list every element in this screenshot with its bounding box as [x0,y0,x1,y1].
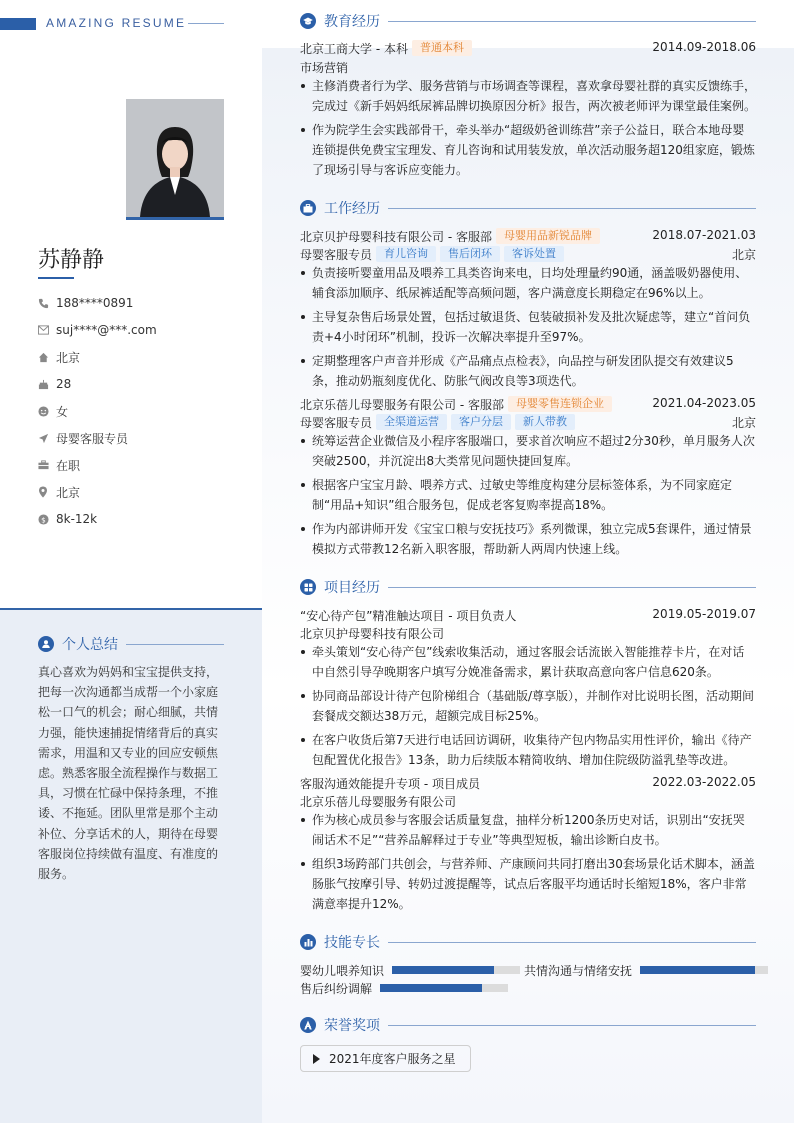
briefcase-icon [300,200,316,216]
job-skill-tag: 客诉处置 [504,246,564,262]
skill-name: 共情沟通与情绪安抚 [524,963,633,978]
info-salary [38,510,238,528]
education-header [300,11,756,31]
skills-header [300,932,756,952]
job-bullet: 统筹运营企业微信及小程序客服端口，要求首次响应不超过2分30秒，单月服务人次突破2500，并沉淀出8大类常见问题快捷回复库。 [300,431,756,471]
send-icon [38,433,56,444]
phone-icon [38,298,56,309]
job-bullet: 负责接听婴童用品及喂养工具类咨询来电，日均处理量约90通，涵盖吸奶器使用、辅食添加顺序、纸尿裤适配等高频问题，客户满意度长期稳定在96%以上。 [300,263,756,303]
skill-bar-fill [380,984,482,992]
project-org-row [300,793,756,810]
work-title: 工作经历 [324,201,380,217]
job-skill-tag: 售后闭环 [440,246,500,262]
project-org: 北京乐蓓儿母婴服务有限公司 [300,795,457,809]
summary-header [38,634,224,654]
project-org: 北京贝护母婴科技有限公司 [300,627,445,641]
info-gender [38,402,238,420]
job-company-row [300,396,756,413]
job-role-row [300,414,756,431]
summary-title: 个人总结 [62,637,118,653]
education-title: 教育经历 [324,14,380,30]
skill-name: 售后纠纷调解 [300,981,373,996]
education-title-line [388,21,756,22]
education-bullet: 主修消费者行为学、服务营销与市场调查等课程，喜欢拿母婴社群的真实反馈练手，完成过《新手妈妈纸尿裤品牌切换原因分析》报告，两次被老师评为课堂最佳案例。 [300,76,756,116]
info-target-city-text: 北京 [56,485,81,500]
info-target-city [38,483,238,501]
job-company-tag: 母婴用品新锐品牌 [496,228,600,244]
job-company-row [300,228,756,245]
job-bullet: 定期整理客户声音并形成《产品痛点点检表》，向品控与研发团队提交有效建议5条，推动奶瓶刻度优化、防胀气阀改良等3项迭代。 [300,351,756,391]
left-column [0,0,262,1123]
brand-line [188,23,224,24]
honor-text: 2021年度客户服务之星 [329,1052,456,1066]
project-date: 2022.03-2022.05 [652,775,756,789]
honors-title: 荣誉奖项 [324,1018,380,1034]
job-company: 北京乐蓓儿母婴服务有限公司 - 客服部 [300,398,504,412]
education-date: 2014.09-2018.06 [652,40,756,54]
cake-icon [38,379,56,390]
job-city: 北京 [731,248,756,262]
skill-bar [380,984,508,992]
job-skill-tag: 全渠道运营 [376,414,447,430]
education-school-row [300,40,756,57]
info-location [38,348,238,366]
skill-item [300,962,520,978]
brand-header [0,16,240,32]
grid-icon [300,579,316,595]
info-status [38,456,238,474]
project-bullet: 组织3场跨部门共创会，与营养师、产康顾问共同打磨出30套场景化话术脚本，涵盖肠胀气按摩引导、转奶过渡提醒等，试点后客服平均通话时长缩短18%，客户非常满意率提升12%。 [300,854,756,914]
info-salary-text: 8k-12k [56,512,98,526]
skill-bar [640,966,768,974]
education-bullet: 作为院学生会实践部骨干，牵头举办“超级奶爸训练营”亲子公益日，联合本地母婴连锁提供免费宝宝理发、育儿咨询和试用装发放，单次活动服务超120组家庭，锻炼了现场引导与客诉应变能力。 [300,120,756,180]
job-city: 北京 [731,416,756,430]
skill-name: 婴幼儿喂养知识 [300,963,385,978]
award-icon [300,1017,316,1033]
info-age [38,375,238,393]
info-gender-text: 女 [56,404,69,419]
honors-header [300,1015,756,1035]
home-icon [38,352,56,363]
user-icon [38,636,54,652]
info-position-text: 母婴客服专员 [56,431,129,446]
mail-icon [38,325,56,335]
money-icon [38,514,56,525]
skill-item [524,962,768,978]
honors-title-line [388,1025,756,1026]
project-bullet: 作为核心成员参与客服会话质量复盘，抽样分析1200条历史对话，识别出“安抚哭闹话术不足”“营养品解释过于专业”等典型短板，输出诊断白皮书。 [300,810,756,850]
project-bullet: 牵头策划“安心待产包”线索收集活动，通过客服会话流嵌入智能推荐卡片，在对话中自然引导孕晚期客户填写分娩准备需求，累计获取高意向客户信息620条。 [300,642,756,682]
skill-bar-fill [392,966,494,974]
job-company-tag: 母婴零售连锁企业 [508,396,612,412]
job-bullet: 根据客户宝宝月龄、喂养方式、过敏史等维度构建分层标签体系，为不同家庭定制“用品+知识”组合服务包，促成老客复购率提高18%。 [300,475,756,515]
job-skill-tag: 客户分层 [451,414,511,430]
education-tag: 普通本科 [412,40,472,56]
bar-chart-icon [300,934,316,950]
info-location-text: 北京 [56,350,81,365]
project-name-row [300,775,756,792]
projects-title: 项目经历 [324,580,380,596]
skill-item [300,980,508,996]
skill-bar [392,966,520,974]
profile-name: 苏静静 [38,248,105,273]
job-role: 母婴客服专员 [300,248,373,262]
project-bullet: 协同商品部设计待产包阶梯组合（基础版/尊享版），并制作对比说明长图，活动期间套餐成交额达38万元，超额完成目标25%。 [300,686,756,726]
job-skill-tag: 新人带教 [515,414,575,430]
info-email-text: suj****@***.com [56,323,157,337]
work-header [300,198,756,218]
play-icon [313,1054,320,1064]
summary-title-line [126,644,224,645]
education-major-row [300,59,756,76]
info-phone [38,294,238,312]
project-name: “安心待产包”精准触达项目 - 项目负责人 [300,609,517,623]
info-position [38,429,238,447]
project-bullet: 在客户收货后第7天进行电话回访调研，收集待产包内物品实用性评价，输出《待产包配置优化报告》13条，助力后续版本精简收纳、增加住院级防溢乳垫等改进。 [300,730,756,770]
summary-text: 真心喜欢为妈妈和宝宝提供支持，把每一次沟通都当成帮一个小家庭松一口气的机会；耐心细腻，共情力强，能快速捕捉情绪背后的真实需求，用温和又专业的回应安顿焦虑。熟悉客服全流程操作与数据工具，习惯在忙碌中保持条理，不推诿、不拖延。团队里常是那个主动补位、分享话术的人，期待在母婴客服岗位持续做有温度、有准度的服务。 [38,665,219,882]
education-school: 北京工商大学 - 本科 [300,42,408,56]
job-bullet: 主导复杂售后场景处置，包括过敏退货、包装破损补发及批次疑虑等，建立“首问负责+4小时闭环”机制，投诉一次解决率提升至97%。 [300,307,756,347]
brand-bar [0,18,36,30]
graduation-cap-icon [300,13,316,29]
avatar-photo [126,99,224,220]
project-org-row [300,625,756,642]
skill-bar-fill [640,966,755,974]
info-status-text: 在职 [56,458,81,473]
info-age-text: 28 [56,377,72,391]
honor-item [300,1045,471,1072]
name-underline [38,277,74,279]
job-skill-tag: 育儿咨询 [376,246,436,262]
projects-header [300,577,756,597]
avatar-illustration [126,99,224,217]
work-title-line [388,208,756,209]
job-date: 2018.07-2021.03 [652,228,756,242]
education-major: 市场营销 [300,61,349,75]
project-name-row [300,607,756,624]
job-bullet: 作为内部讲师开发《宝宝口粮与安抚技巧》系列微课，独立完成5套课件，通过情景模拟方式带教12名新入职客服，帮助新人两周内快速上线。 [300,519,756,559]
job-date: 2021.04-2023.05 [652,396,756,410]
project-name: 客服沟通效能提升专项 - 项目成员 [300,777,480,791]
projects-title-line [388,587,756,588]
project-date: 2019.05-2019.07 [652,607,756,621]
smile-icon [38,406,56,417]
skills-title-line [388,942,756,943]
skills-title: 技能专长 [324,935,380,951]
briefcase-icon [38,460,56,470]
svg-text:$: $ [41,514,46,524]
info-phone-text: 188****0891 [56,296,134,310]
job-role-row [300,246,756,263]
location-pin-icon [38,486,56,498]
job-company: 北京贝护母婴科技有限公司 - 客服部 [300,230,492,244]
info-email [38,321,238,339]
job-role: 母婴客服专员 [300,416,373,430]
brand-text: AMAZING RESUME [46,16,187,30]
